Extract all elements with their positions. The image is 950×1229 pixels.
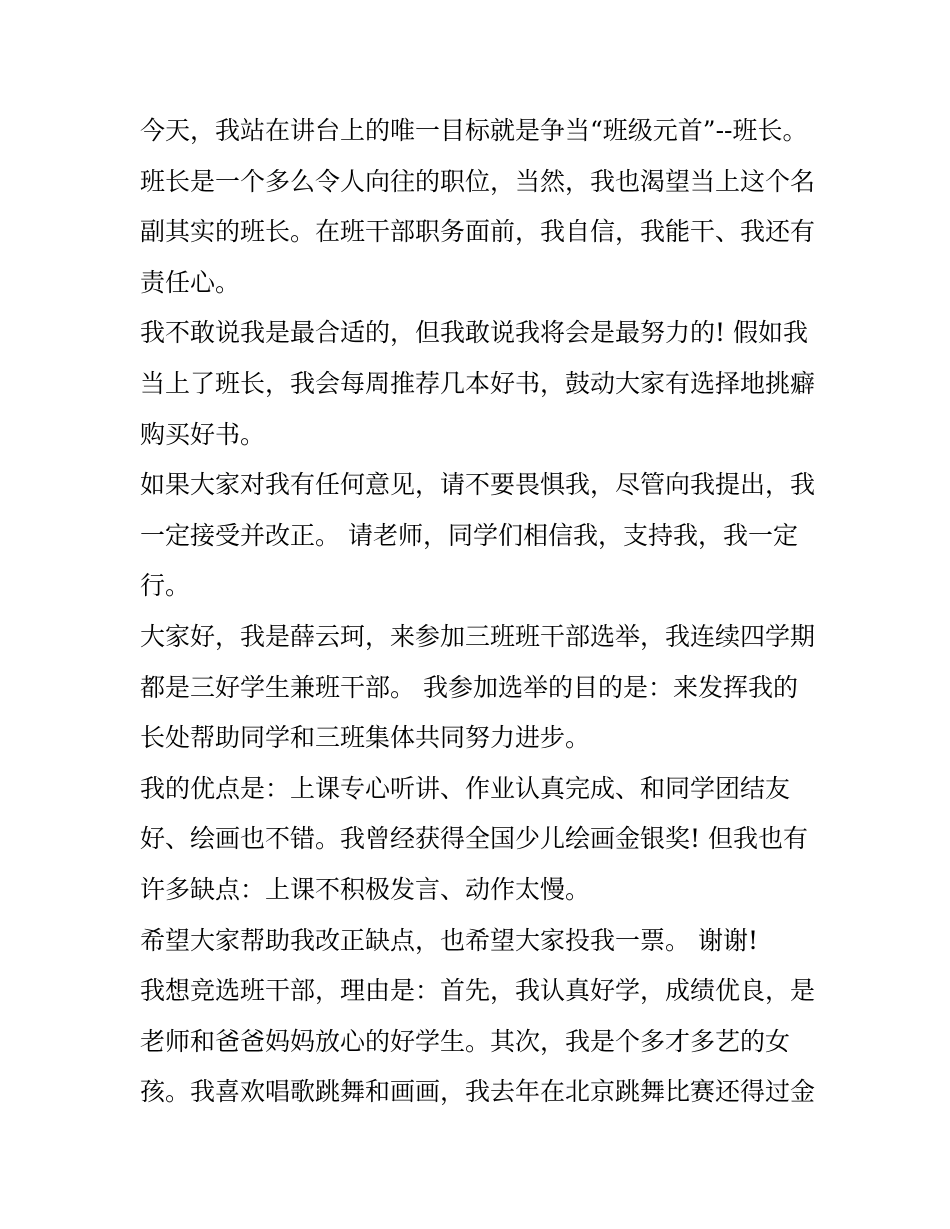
text-line: 长处帮助同学和三班集体共同努力进步。 [140,723,591,753]
text-line: 我的优点是：上课专心听讲、作业认真完成、和同学团结友 [140,773,791,803]
text-line: 老师和爸爸妈妈放心的好学生。其次，我是个多才多艺的女 [140,1026,791,1056]
text-line: 一定接受并改正。 请老师，同学们相信我，支持我，我一定 [140,520,798,550]
text-line: 购买好书。 [140,419,266,449]
text-line: 我不敢说我是最合适的，但我敢说我将会是最努力的! 假如我 [140,318,808,348]
text-line: 好、绘画也不错。我曾经获得全国少儿绘画金银奖! 但我也有 [140,824,808,854]
text-line: 都是三好学生兼班干部。 我参加选举的目的是：来发挥我的 [140,672,798,702]
text-line: 大家好，我是薛云珂，来参加三班班干部选举，我连续四学期 [140,621,816,651]
text-line: 责任心。 [140,267,241,297]
text-line: 副其实的班长。在班干部职务面前，我自信，我能干、我还有 [140,217,816,247]
text-line: 今天，我站在讲台上的唯一目标就是争当“班级元首”--班长。 [140,116,808,145]
text-line: 如果大家对我有任何意见，请不要畏惧我，尽管向我提出，我 [140,470,816,500]
document-body [140,106,820,1118]
text-line: 孩。我喜欢唱歌跳舞和画画，我去年在北京跳舞比赛还得过金 [140,1077,816,1107]
text-line: 当上了班长，我会每周推荐几本好书，鼓动大家有选择地挑癖 [140,368,816,398]
text-line: 我想竞选班干部，理由是：首先，我认真好学，成绩优良，是 [140,976,816,1006]
text-line: 许多缺点：上课不积极发言、动作太慢。 [140,874,591,904]
text-line: 希望大家帮助我改正缺点，也希望大家投我一票。 谢谢! [140,925,758,955]
text-line: 班长是一个多么令人向往的职位，当然，我也渴望当上这个名 [140,166,816,196]
text-line: 行。 [140,571,191,601]
